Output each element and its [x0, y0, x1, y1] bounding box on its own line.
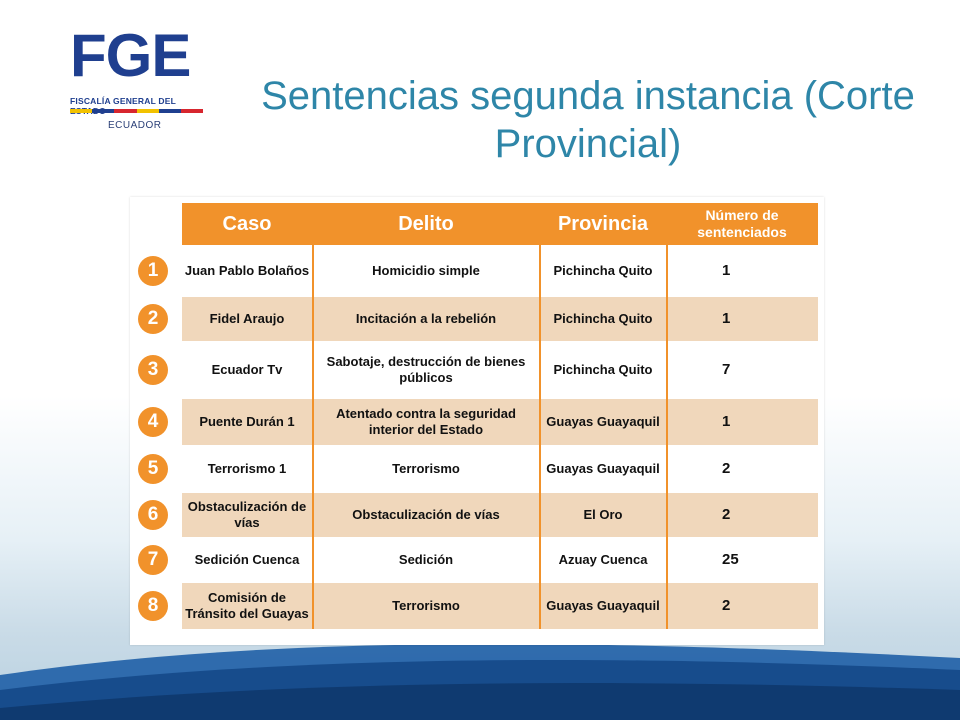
cell-delito: Incitación a la rebelión — [355, 311, 497, 326]
cell-numero: 2 — [722, 506, 731, 523]
row-number-badge: 2 — [138, 304, 168, 334]
table-header — [182, 203, 818, 245]
table-row — [182, 297, 818, 341]
column-divider — [312, 245, 314, 629]
cell-numero: 2 — [722, 460, 731, 477]
table-row — [182, 245, 818, 297]
logo-subtitle: FISCALÍA GENERAL DEL — [70, 96, 176, 106]
table-row — [182, 445, 818, 493]
cell-numero: 1 — [722, 262, 731, 279]
cell-provincia: Pichincha Quito — [553, 362, 653, 377]
cell-provincia: Guayas Guayaquil — [546, 461, 660, 476]
table-panel — [130, 197, 824, 645]
row-number-badge: 7 — [138, 545, 168, 575]
table-row — [182, 399, 818, 445]
table-row — [182, 493, 818, 537]
header-caso: Caso — [222, 212, 272, 235]
cell-provincia: Guayas Guayaquil — [546, 414, 660, 429]
cell-numero: 1 — [722, 310, 731, 327]
row-number-badge: 1 — [138, 256, 168, 286]
header-numero: Número de sentenciados — [697, 207, 787, 240]
cell-delito: Obstaculización de vías — [352, 507, 500, 522]
cell-caso: Fidel Araujo — [209, 311, 285, 326]
cell-delito: Sabotaje, destrucción de bienes públicos — [326, 354, 526, 385]
cell-caso: Sedición Cuenca — [194, 552, 300, 567]
table-row — [182, 583, 818, 629]
cell-numero: 2 — [722, 597, 731, 614]
row-number-badge: 5 — [138, 454, 168, 484]
fge-logo — [58, 12, 214, 130]
cell-caso: Ecuador Tv — [211, 362, 283, 377]
logo-stripe — [70, 109, 203, 113]
cell-caso: Obstaculización de vías — [187, 499, 307, 530]
slide-title: Sentencias segunda instancia (Corte Provincial) — [261, 74, 915, 166]
cell-numero: 7 — [722, 361, 731, 378]
column-divider — [666, 245, 668, 629]
row-number-badge: 8 — [138, 591, 168, 621]
cell-caso: Terrorismo 1 — [207, 461, 287, 476]
cell-numero: 1 — [722, 413, 731, 430]
cell-provincia: Guayas Guayaquil — [546, 598, 660, 613]
column-divider — [539, 245, 541, 629]
cell-delito: Sedición — [398, 552, 454, 567]
cell-numero: 25 — [722, 551, 739, 568]
cell-caso: Puente Durán 1 — [199, 414, 295, 429]
logo-country: ECUADOR — [108, 120, 162, 131]
cell-delito: Terrorismo — [392, 598, 460, 613]
cell-delito: Homicidio simple — [372, 263, 480, 278]
cell-delito: Atentado contra la seguridad interior del Estado — [336, 406, 516, 437]
header-provincia: Provincia — [557, 212, 649, 235]
header-delito: Delito — [398, 212, 454, 235]
logo-brand: FGE — [70, 22, 191, 89]
cell-caso: Juan Pablo Bolaños — [184, 263, 310, 278]
row-number-badge: 4 — [138, 407, 168, 437]
cell-provincia: El Oro — [583, 507, 623, 522]
cell-provincia: Pichincha Quito — [553, 263, 653, 278]
row-number-badge: 6 — [138, 500, 168, 530]
table-row — [182, 537, 818, 583]
cell-delito: Terrorismo — [392, 461, 460, 476]
cell-provincia: Pichincha Quito — [553, 311, 653, 326]
cell-caso: Comisión de Tránsito del Guayas — [185, 590, 309, 621]
cell-provincia: Azuay Cuenca — [558, 552, 648, 567]
table-row — [182, 341, 818, 399]
row-number-badge: 3 — [138, 355, 168, 385]
